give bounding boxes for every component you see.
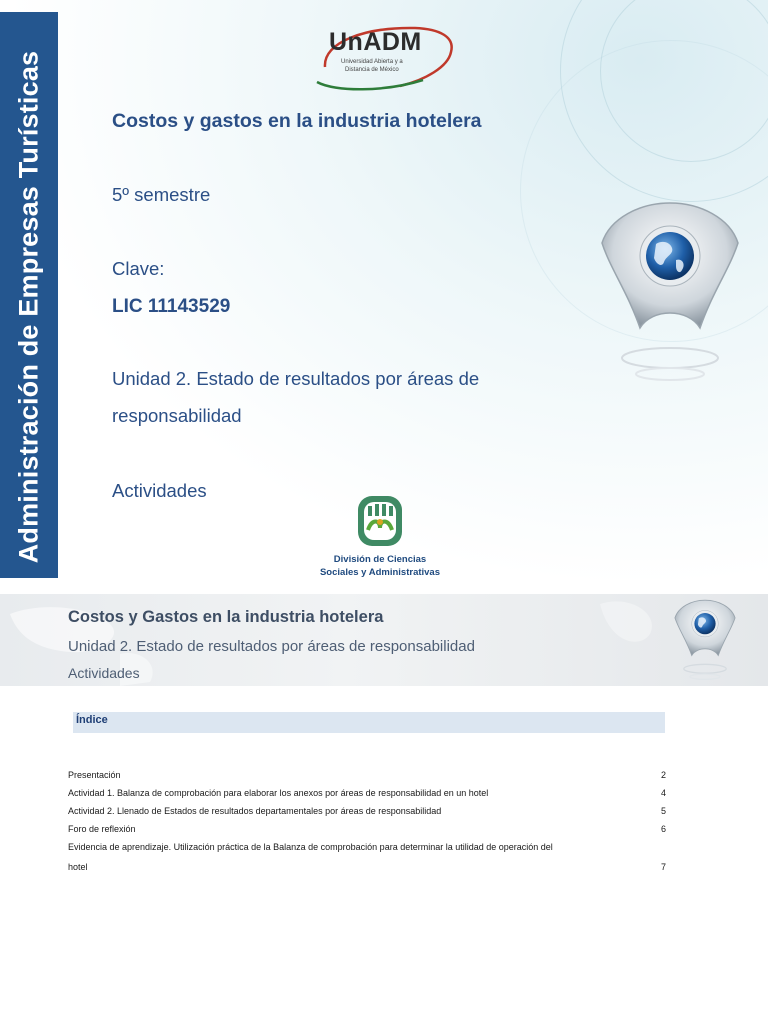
globe-emblem-icon <box>600 198 740 388</box>
logo-subtitle: Distancia de México <box>345 67 399 73</box>
clave-value: LIC 11143529 <box>112 296 231 317</box>
index-header <box>73 712 665 733</box>
toc-page-number: 5 <box>660 806 666 816</box>
index-title: Índice <box>76 714 108 726</box>
unadm-logo <box>305 22 455 92</box>
clave-label: Clave: <box>112 258 165 279</box>
banner-section: Actividades <box>68 665 140 681</box>
side-banner <box>0 12 58 578</box>
document-header-banner <box>0 594 768 686</box>
division-logo <box>312 490 448 585</box>
unit-title: Unidad 2. Estado de resultados por áreas de <box>112 368 480 389</box>
toc-page-number: 2 <box>660 770 666 780</box>
globe-emblem-icon <box>672 598 738 682</box>
banner-unit: Unidad 2. Estado de resultados por áreas de responsabilidad <box>68 638 475 655</box>
toc-label: Presentación <box>68 770 121 780</box>
toc-label: Actividad 1. Balanza de comprobación para elaborar los anexos por áreas de responsabilidad en un hotel <box>68 788 489 798</box>
semester: 5º semestre <box>112 184 211 205</box>
unit-title: responsabilidad <box>112 405 242 426</box>
program-name: Administración de Empresas Turísticas <box>13 50 44 564</box>
toc-page-number: 7 <box>660 862 666 872</box>
toc-page-number: 4 <box>660 788 666 798</box>
division-emblem-icon <box>312 490 448 552</box>
division-name: División de Ciencias <box>333 554 427 565</box>
activities-label: Actividades <box>112 480 207 501</box>
toc-page-number: 6 <box>660 824 666 834</box>
banner-title: Costos y Gastos en la industria hotelera <box>68 608 384 626</box>
logo-subtitle: Universidad Abierta y a <box>341 59 403 65</box>
toc-label: Foro de reflexión <box>68 824 136 834</box>
division-name: Sociales y Administrativas <box>319 567 441 578</box>
logo-title: UnADM <box>329 28 422 56</box>
course-title: Costos y gastos en la industria hotelera <box>112 110 482 132</box>
toc-label: Evidencia de aprendizaje. Utilización práctica de la Balanza de comprobación para determinar la utilidad de operación del <box>68 842 553 852</box>
toc-label: hotel <box>68 862 88 872</box>
toc-label: Actividad 2. Llenado de Estados de resultados departamentales por áreas de responsabilidad <box>68 806 442 816</box>
